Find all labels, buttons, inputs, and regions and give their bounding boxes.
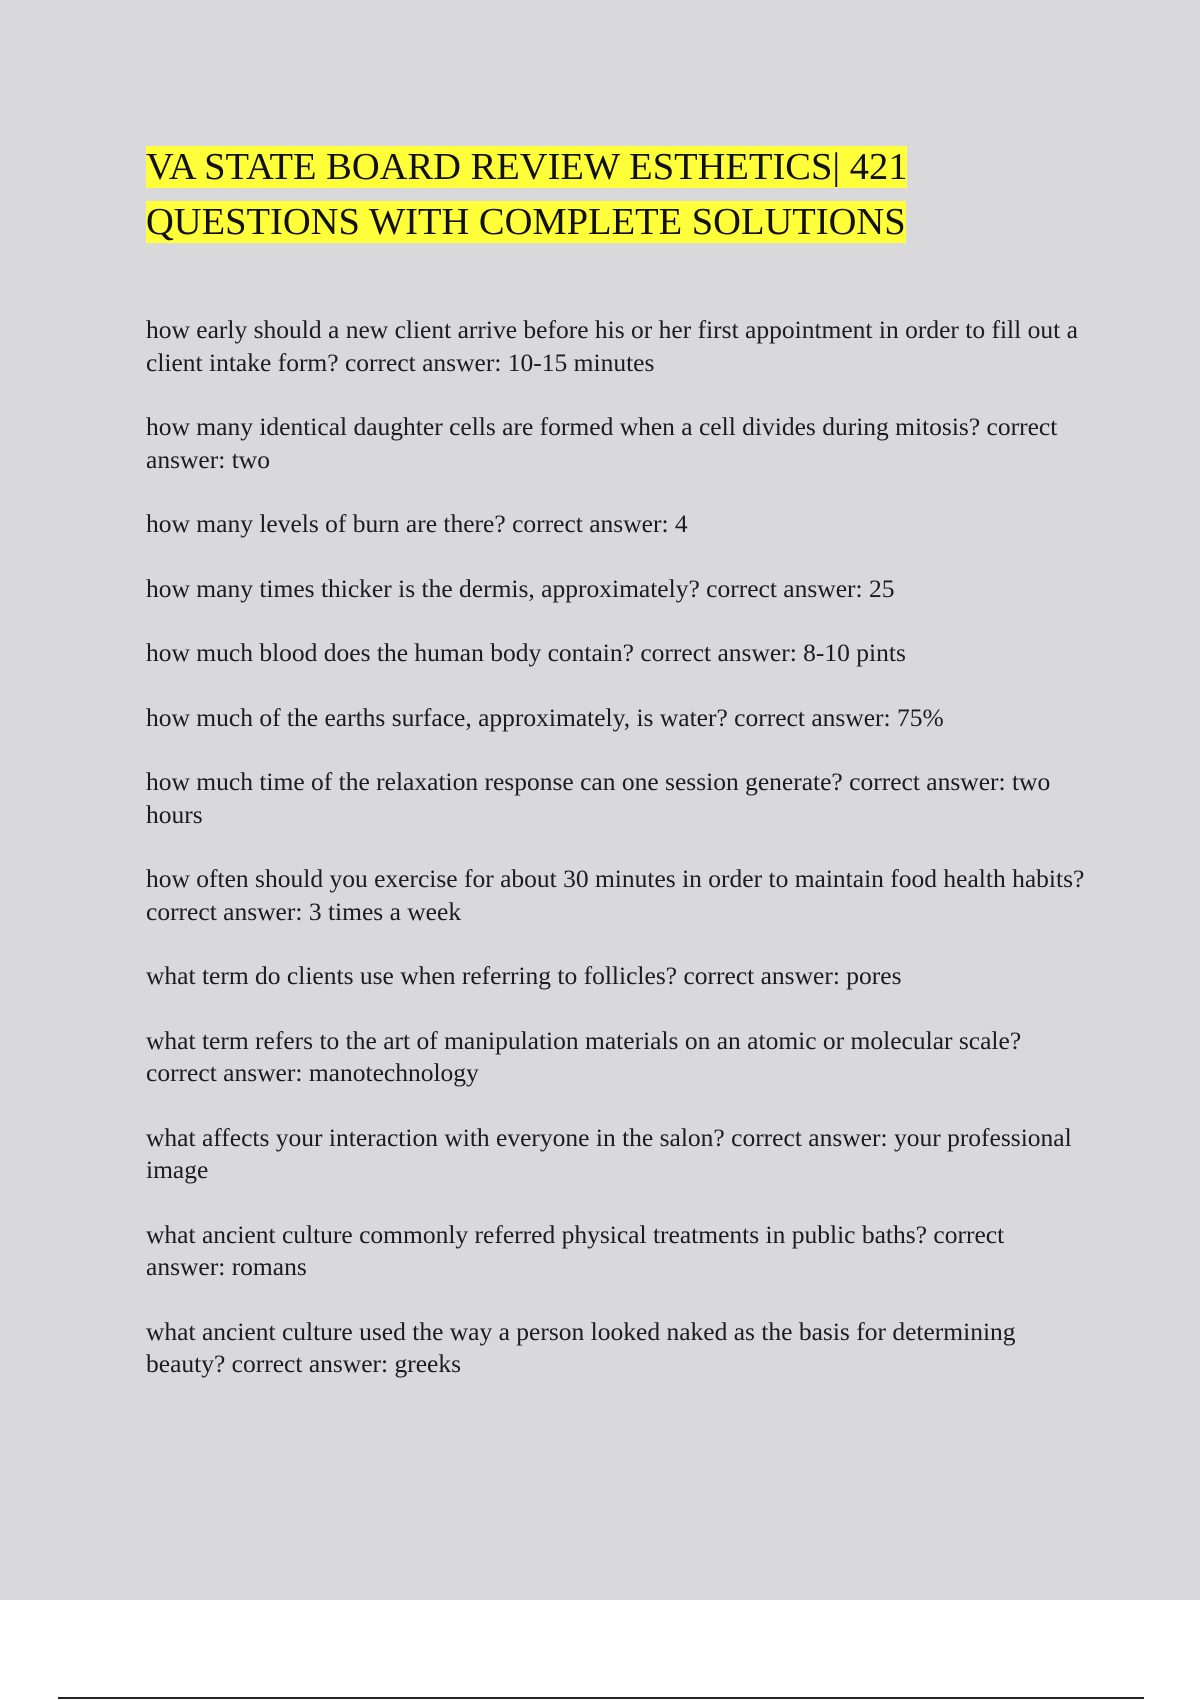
footer-divider xyxy=(58,1697,1144,1699)
answer-text: 75% xyxy=(897,702,944,732)
answer-prefix: correct answer: xyxy=(849,767,1006,796)
question-item xyxy=(146,1316,1086,1381)
answer-prefix: correct answer: xyxy=(731,1122,888,1152)
answer-text: romans xyxy=(231,1252,307,1281)
title-line-2: QUESTIONS WITH COMPLETE SOLUTIONS xyxy=(146,201,906,243)
question-item xyxy=(146,314,1086,379)
question-text: what ancient culture commonly referred physical treatments in public baths? xyxy=(146,1219,928,1249)
question-text: what term do clients use when referring to follicles? xyxy=(146,961,678,990)
question-item xyxy=(146,863,1086,928)
answer-text: greeks xyxy=(394,1349,462,1378)
answer-prefix: correct answer: xyxy=(146,1219,1005,1281)
answer-prefix: correct answer: xyxy=(231,1349,389,1378)
answer-prefix: correct answer: xyxy=(683,961,840,990)
question-item xyxy=(146,766,1086,831)
answer-text: two hours xyxy=(146,767,1057,829)
answer-text: two xyxy=(231,444,270,474)
answer-text: 10-15 minutes xyxy=(507,347,655,377)
question-item xyxy=(146,1025,1086,1090)
question-text: how much blood does the human body contain? xyxy=(146,638,634,667)
answer-text: 8-10 pints xyxy=(803,638,906,667)
question-item xyxy=(146,960,1086,993)
answer-text: 3 times a week xyxy=(308,896,462,926)
title-line-1: VA STATE BOARD REVIEW ESTHETICS| 421 xyxy=(146,146,908,188)
question-item xyxy=(146,702,1086,735)
answer-text: your professional image xyxy=(146,1122,1079,1184)
question-item xyxy=(146,411,1086,476)
answer-prefix: correct answer: xyxy=(706,573,863,603)
answer-prefix: correct answer: xyxy=(734,702,891,732)
question-item xyxy=(146,508,1086,541)
question-text: how much time of the relaxation response can one session generate? xyxy=(146,767,843,796)
document-title xyxy=(146,140,1076,250)
answer-prefix: correct answer: xyxy=(640,638,797,667)
question-item xyxy=(146,1219,1086,1284)
question-item xyxy=(146,573,1086,606)
answer-prefix: correct answer: xyxy=(512,509,669,538)
answer-text: 4 xyxy=(674,509,688,538)
answer-prefix: correct answer: xyxy=(146,896,303,926)
question-text: how many times thicker is the dermis, approximately? xyxy=(146,573,700,603)
question-text: what term refers to the art of manipulation materials on an atomic or molecular scale? xyxy=(146,1025,1022,1055)
question-text: what affects your interaction with everyone in the salon? xyxy=(146,1122,725,1152)
answer-prefix: correct answer: xyxy=(146,412,1058,474)
question-text: how many levels of burn are there? xyxy=(146,509,506,538)
question-text: how early should a new client arrive before his or her first appointment in order to fill out a client intake form? xyxy=(146,315,1078,377)
answer-text: manotechnology xyxy=(308,1058,479,1087)
question-text: how much of the earths surface, approximately, is water? xyxy=(146,702,728,732)
question-list xyxy=(146,314,1086,1413)
answer-text: pores xyxy=(846,961,902,990)
answer-text: 25 xyxy=(868,573,895,603)
question-item xyxy=(146,1122,1086,1187)
question-item xyxy=(146,637,1086,670)
question-text: what ancient culture used the way a person looked naked as the basis for determining beauty? xyxy=(146,1316,1016,1378)
answer-prefix: correct answer: xyxy=(344,347,502,377)
answer-prefix: correct answer: xyxy=(146,1058,303,1087)
question-text: how often should you exercise for about 30 minutes in order to maintain food health habits? xyxy=(146,864,1085,893)
question-text: how many identical daughter cells are formed when a cell divides during mitosis? xyxy=(146,412,981,441)
